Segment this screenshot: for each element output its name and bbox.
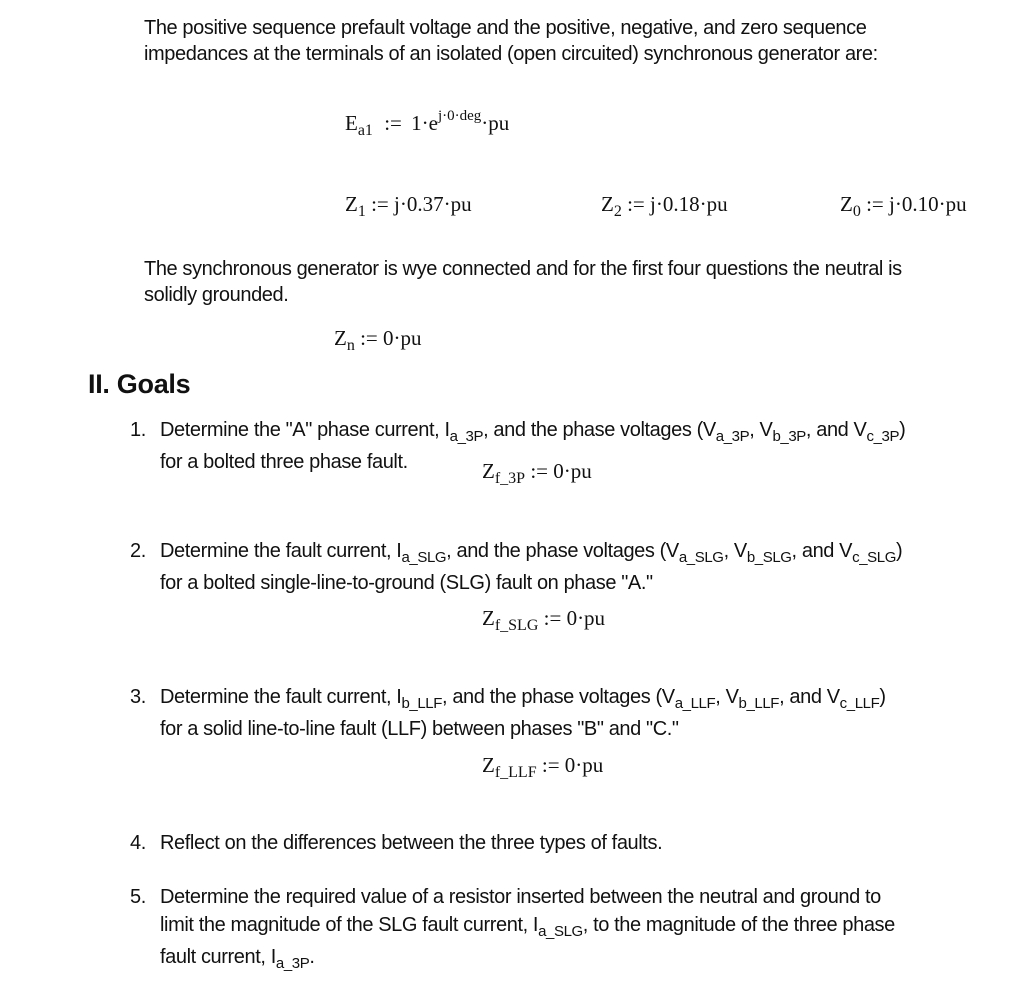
z1-subscript: 1	[357, 203, 366, 220]
goal-2-text: , and the phase voltages (V	[446, 540, 679, 562]
zfslg-subscript: f_SLG	[494, 617, 539, 634]
zn-equation	[334, 326, 422, 354]
ea1-symbol: E	[345, 111, 358, 135]
goal-3-text: , and V	[779, 686, 840, 708]
goals-heading: II. Goals	[88, 369, 191, 399]
goal-3-number: 3.	[130, 686, 146, 708]
subscript: b_LLF	[401, 695, 442, 712]
z0-value: := j·0.10·pu	[866, 192, 967, 216]
subscript: c_SLG	[852, 549, 896, 566]
zf3p-subscript: f_3P	[494, 470, 526, 487]
goal-2	[130, 538, 902, 596]
goal-1-text: )	[899, 419, 906, 441]
goal-1-text: Determine the "A" phase current, I	[160, 419, 450, 441]
ea1-unit: ·pu	[481, 111, 510, 135]
z2-value: := j·0.18·pu	[627, 192, 728, 216]
ea1-assign: :=	[384, 111, 402, 135]
subscript: c_3P	[866, 428, 900, 445]
zfllf-symbol: Z	[482, 753, 495, 777]
goal-5-number: 5.	[130, 886, 146, 908]
goal-4-text: Reflect on the differences between the three types of faults.	[160, 832, 663, 854]
goal-5-line-1: Determine the required value of a resistor inserted between the neutral and ground to	[160, 886, 881, 908]
goal-3-text: , V	[715, 686, 739, 708]
zn-symbol: Z	[334, 326, 347, 350]
zfslg-equation	[482, 606, 606, 634]
z1-symbol: Z	[345, 192, 358, 216]
goal-3-text: )	[879, 686, 886, 708]
zn-subscript: n	[346, 337, 355, 354]
z2-subscript: 2	[613, 203, 622, 220]
ea1-coefficient: 1·e	[411, 111, 438, 135]
subscript: a_LLF	[674, 695, 716, 712]
goal-5-text: fault current, I	[160, 946, 276, 968]
goal-5-text: .	[309, 946, 315, 968]
subscript: a_SLG	[538, 923, 583, 940]
wye-line-2: solidly grounded.	[144, 284, 289, 306]
goal-1-text: , and V	[805, 419, 867, 441]
zf3p-symbol: Z	[482, 459, 495, 483]
goal-4	[130, 830, 662, 856]
z1-equation	[345, 192, 472, 220]
ea1-exponent: j·0·deg	[437, 108, 482, 124]
goal-4-number: 4.	[130, 832, 146, 854]
z0-symbol: Z	[840, 192, 853, 216]
goal-3-line-2: for a solid line-to-line fault (LLF) between phases "B" and "C."	[160, 718, 679, 740]
goal-1-text: , V	[749, 419, 773, 441]
ea1-equation	[345, 108, 510, 139]
subscript: b_LLF	[738, 695, 780, 712]
subscript: b_SLG	[746, 549, 792, 566]
goal-1-text: , and the phase voltages (V	[483, 419, 716, 441]
goal-2-text: , V	[723, 540, 747, 562]
zfllf-equation	[482, 753, 604, 781]
goal-2-number: 2.	[130, 540, 146, 562]
zfslg-symbol: Z	[482, 606, 495, 630]
intro-paragraph	[144, 15, 878, 67]
z2-symbol: Z	[601, 192, 614, 216]
subscript: a_3P	[715, 428, 750, 445]
z1-value: := j·0.37·pu	[371, 192, 472, 216]
zf3p-value: := 0·pu	[530, 459, 592, 483]
goal-3	[130, 684, 886, 742]
intro-line-1: The positive sequence prefault voltage and the positive, negative, and zero sequence	[144, 17, 867, 39]
subscript: b_3P	[772, 428, 806, 445]
zfllf-subscript: f_LLF	[494, 764, 537, 781]
wye-paragraph	[144, 256, 902, 308]
goal-3-text: , and the phase voltages (V	[442, 686, 675, 708]
goal-5	[130, 884, 895, 970]
wye-line-1: The synchronous generator is wye connected and for the first four questions the neutral is	[144, 258, 902, 280]
intro-line-2: impedances at the terminals of an isolated (open circuited) synchronous generator are:	[144, 43, 878, 65]
subscript: a_3P	[275, 955, 310, 972]
goal-2-text: Determine the fault current, I	[160, 540, 402, 562]
z0-equation	[840, 192, 967, 220]
goal-1-line-2: for a bolted three phase fault.	[160, 451, 408, 473]
goal-3-text: Determine the fault current, I	[160, 686, 402, 708]
subscript: a_SLG	[678, 549, 724, 566]
z0-subscript: 0	[852, 203, 861, 220]
subscript: a_SLG	[401, 549, 447, 566]
subscript: a_3P	[449, 428, 484, 445]
zfllf-value: := 0·pu	[541, 753, 604, 777]
goal-2-line-2: for a bolted single-line-to-ground (SLG) fault on phase "A."	[160, 572, 653, 594]
goal-5-text: limit the magnitude of the SLG fault current, I	[160, 914, 539, 936]
goal-1-number: 1.	[130, 419, 146, 441]
zn-value: := 0·pu	[360, 326, 422, 350]
goal-5-text: , to the magnitude of the three phase	[582, 914, 895, 936]
subscript: c_LLF	[839, 695, 880, 712]
goal-2-text: , and V	[791, 540, 853, 562]
zfslg-value: := 0·pu	[543, 606, 606, 630]
ea1-subscript: a1	[357, 122, 373, 139]
z2-equation	[601, 192, 728, 220]
goal-2-text: )	[895, 540, 903, 562]
zf3p-equation	[482, 459, 592, 487]
